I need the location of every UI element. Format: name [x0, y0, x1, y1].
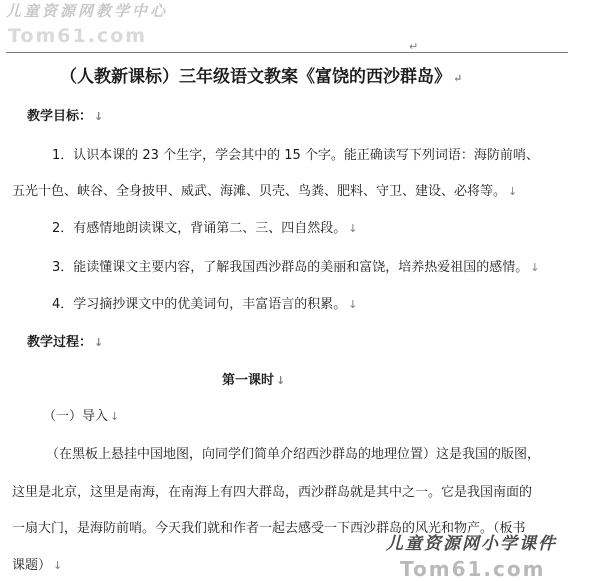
paragraph-mark-icon: ↵: [409, 40, 419, 53]
document-title: （人教新课标）三年级语文教案《富饶的西沙群岛》 ↵: [60, 67, 463, 87]
goal-line: 1．认识本课的 23 个生字，学会其中的 15 个字。能正确读写下列词语：海防前哨、: [52, 148, 539, 163]
watermark-logo-top-en: Tom61.com: [8, 25, 148, 47]
line-break-icon: ↓: [348, 222, 358, 235]
paragraph-mark-icon: ↵: [453, 72, 463, 85]
line-break-icon: ↓: [348, 298, 358, 311]
line-break-icon: ↓: [508, 185, 518, 198]
watermark-logo-top-cn: 儿童资源网教学中心: [6, 2, 169, 20]
body-line: 课题） ↓: [12, 558, 63, 573]
watermark-logo-bottom-cn: 儿童资源网小学课件: [386, 534, 557, 554]
body-line: 这里是北京，这里是南海，在南海上有四大群岛，西沙群岛就是其中之一。它是我国南面的: [12, 485, 533, 500]
line-break-icon: ↓: [276, 374, 286, 387]
watermark-logo-bottom-en: Tom61.com: [400, 557, 546, 581]
lesson-heading: 第一课时 ↓: [222, 373, 286, 388]
goal-line: 3．能读懂课文主要内容，了解我国西沙群岛的美丽和富饶，培养热爱祖国的感情。 ↓: [52, 260, 540, 275]
goal-line: 4．学习摘抄课文中的优美词句，丰富语言的积累。 ↓: [52, 297, 358, 312]
goal-line: 2．有感情地朗读课文，背诵第二、三、四自然段。 ↓: [52, 221, 358, 236]
section-heading: （一）导入 ↓: [43, 409, 120, 424]
goal-line: 五光十色、峡谷、全身披甲、威武、海滩、贝壳、鸟粪、肥料、守卫、建设、必将等。 ↓: [12, 184, 518, 199]
body-line: （在黑板上悬挂中国地图，向同学们简单介绍西沙群岛的地理位置）这是我国的版图，: [46, 447, 541, 462]
line-break-icon: ↓: [94, 110, 104, 123]
line-break-icon: ↓: [530, 261, 540, 274]
line-break-icon: ↓: [94, 336, 104, 349]
line-break-icon: ↓: [110, 410, 120, 423]
goals-heading: 教学目标： ↓: [27, 109, 104, 124]
line-break-icon: ↓: [53, 559, 63, 572]
process-heading: 教学过程： ↓: [27, 335, 104, 350]
header-rule: [6, 52, 568, 53]
body-line: 一扇大门，是海防前哨。今天我们就和作者一起去感受一下西沙群岛的风光和物产。（板书: [12, 521, 526, 536]
